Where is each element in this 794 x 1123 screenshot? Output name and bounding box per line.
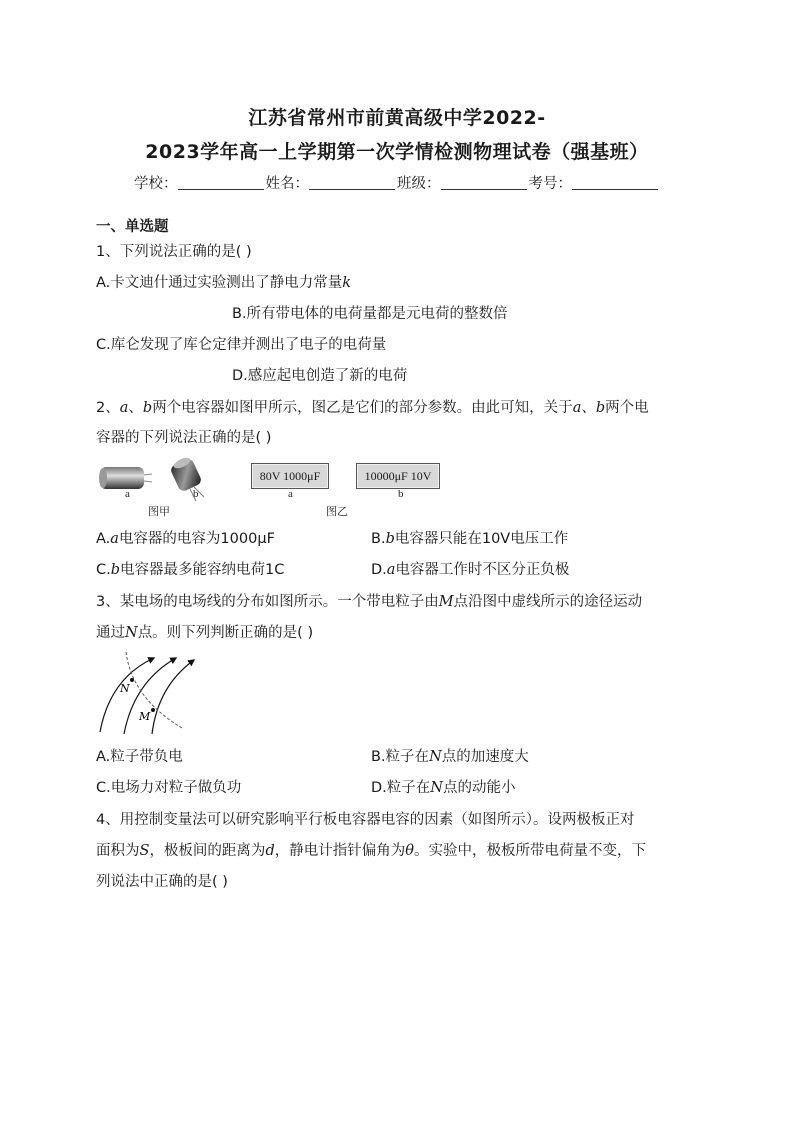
q3-option-c: C.电场力对粒子做负功 (96, 780, 242, 796)
q3-s1-pre: 3、某电场的电场线的分布如图所示。一个带电粒子由 (96, 594, 439, 610)
spec-label-a: 80V 1000μF (251, 463, 329, 489)
q2-s1-mid2: 、 (581, 400, 596, 416)
fig-jia-label-a: a (125, 488, 130, 500)
point-n-label: N (120, 682, 130, 695)
q2-s1: 2、 (96, 400, 120, 416)
q2-b-pre: B. (371, 531, 386, 547)
q2-s1-b2: b (595, 400, 606, 416)
q2-stem-line1 (96, 396, 649, 417)
q2-b-text: 电容器只能在10V电压工作 (394, 531, 569, 547)
school-blank[interactable] (178, 175, 264, 190)
q1-option-b: B.所有带电体的电荷量都是元电荷的整数倍 (232, 306, 508, 322)
q1-stem: 1、下列说法正确的是( ) (96, 244, 252, 260)
number-blank[interactable] (572, 175, 658, 190)
q2-s1-post: 两个电容器如图甲所示，图乙是它们的部分参数。由此可知，关于 (152, 400, 573, 416)
name-blank[interactable] (309, 175, 395, 190)
q3-d-N: N (430, 780, 443, 796)
q1-option-a-text: A.卡文迪什通过实验测出了静电力常量 (96, 275, 343, 291)
point-m-label: M (139, 710, 151, 723)
q3-s2-post: 点。则下列判断正确的是( ) (137, 625, 314, 641)
q4-stem-line3: 列说法中正确的是( ) (96, 874, 228, 890)
q2-stem-line2: 容器的下列说法正确的是( ) (96, 430, 272, 446)
q2-s1-a2: a (572, 400, 582, 416)
point-m (151, 708, 155, 712)
q2-d-text: 电容器工作时不区分正负极 (395, 562, 570, 578)
point-n (130, 678, 134, 682)
particle-path (126, 652, 182, 728)
fig-jia-label-b: b (193, 488, 199, 500)
q3-b-pre: B.粒子在 (371, 749, 430, 765)
name-label: 姓名： (265, 176, 309, 192)
q2-c-pre: C. (96, 562, 111, 578)
section-heading: 一、单选题 (96, 219, 169, 235)
q3-b-post: 点的加速度大 (441, 749, 529, 765)
q1-option-c: C.库仑发现了库仑定律并测出了电子的电荷量 (96, 337, 387, 353)
q2-a-text: 电容器的电容为1000μF (118, 531, 275, 547)
q2-c-text: 电容器最多能容纳电荷1C (120, 562, 285, 578)
q2-a-pre: A. (96, 531, 111, 547)
q2-b-var: b (385, 531, 395, 547)
q4-s2-mid: ，极板间的距离为 (149, 843, 266, 859)
q3-stem-line1 (96, 590, 642, 611)
q3-option-a: A.粒子带负电 (96, 749, 183, 765)
q4-s2-pre: 面积为 (96, 843, 140, 859)
q4-s2-mid2: ，静电计指针偏角为 (274, 843, 406, 859)
spec-label-b: 10000μF 10V (356, 463, 440, 489)
q4-stem-line1: 4、用控制变量法可以研究影响平行板电容器电容的因素（如图所示）。设两极板正对 (96, 812, 635, 828)
q2-d-pre: D. (371, 562, 387, 578)
q1-option-d: D.感应起电创造了新的电荷 (232, 368, 408, 384)
q1-option-a (96, 271, 351, 292)
q3-stem-line2 (96, 621, 313, 642)
q2-option-c (96, 558, 284, 579)
capacitor-a-image (99, 467, 152, 489)
exam-title-line1: 江苏省常州市前黄高级中学2022- (248, 107, 546, 129)
fig-jia-caption: 图甲 (148, 506, 170, 518)
q3-option-d (371, 776, 515, 797)
fig-yi-label-a: a (288, 488, 293, 500)
q2-option-b (371, 527, 568, 548)
q4-stem-line2 (96, 839, 646, 860)
q2-a-var: a (110, 531, 119, 547)
number-label: 考号： (528, 176, 572, 192)
fig-yi-caption: 图乙 (326, 506, 348, 518)
school-label: 学校： (134, 176, 178, 192)
q2-s1-b: b (142, 400, 153, 416)
class-label: 班级： (397, 176, 441, 192)
q2-d-var: a (386, 562, 396, 578)
q2-s1-end: 两个电 (605, 400, 649, 416)
q4-s2-theta: θ (405, 843, 414, 859)
q3-s1-M: M (438, 594, 454, 610)
q4-s2-post: 。实验中，极板所带电荷量不变，下 (413, 843, 646, 859)
q2-c-var: b (110, 562, 121, 578)
q3-d-pre: D.粒子在 (371, 780, 431, 796)
q4-s2-S: S (139, 843, 150, 859)
q2-option-a (96, 527, 275, 548)
q3-s2-pre: 通过 (96, 625, 125, 641)
q3-d-post: 点的动能小 (442, 780, 516, 796)
exam-title-line2: 2023学年高一上学期第一次学情检测物理试卷（强基班） (145, 141, 649, 163)
q2-s1-a: a (119, 400, 129, 416)
q4-s2-d: d (265, 843, 275, 859)
q3-s1-post: 点沿图中虚线所示的途径运动 (453, 594, 643, 610)
q3-b-N: N (429, 749, 442, 765)
q2-option-d (371, 558, 569, 579)
student-info-line (0, 172, 794, 193)
q3-option-b (371, 745, 529, 766)
fig-yi-label-b: b (398, 488, 404, 500)
q3-s2-N: N (125, 625, 138, 641)
q1-option-a-var: k (342, 275, 352, 291)
q2-s1-mid: 、 (128, 400, 143, 416)
class-blank[interactable] (441, 175, 527, 190)
electric-field-diagram (96, 648, 196, 738)
